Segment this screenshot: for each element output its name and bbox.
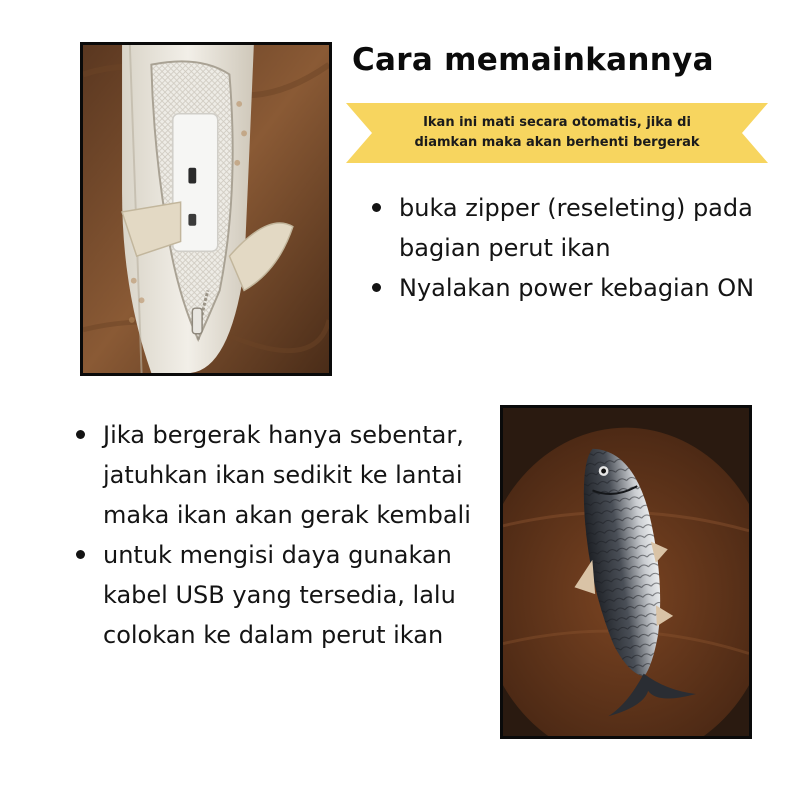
list-item (75, 535, 485, 655)
step-text: untuk mengisi daya gunakan kabel USB yang tersedia, lalu colokan ke dalam perut ikan (103, 541, 456, 649)
bullet-icon (372, 283, 381, 292)
step-text: Nyalakan power kebagian ON (399, 274, 755, 302)
steps-list-top (371, 188, 781, 308)
zipper-belly-illustration (83, 45, 329, 373)
steps-list-bottom (75, 415, 485, 655)
page-title: Cara memainkannya (352, 42, 714, 78)
banner-text: Ikan ini mati secara otomatis, jika di diamkan maka akan berhenti bergerak (414, 115, 700, 150)
fish-toy-illustration (503, 408, 749, 736)
bullet-icon (372, 203, 381, 212)
info-banner (346, 103, 768, 163)
list-item (371, 268, 781, 308)
bullet-icon (76, 430, 85, 439)
step-text: Jika bergerak hanya sebentar, jatuhkan ikan sedikit ke lantai maka ikan akan gerak kembali (103, 421, 471, 529)
fish-toy-photo (500, 405, 752, 739)
zipper-belly-photo (80, 42, 332, 376)
list-item (371, 188, 781, 268)
step-text: buka zipper (reseleting) pada bagian perut ikan (399, 194, 753, 262)
bullet-icon (76, 550, 85, 559)
list-item (75, 415, 485, 535)
